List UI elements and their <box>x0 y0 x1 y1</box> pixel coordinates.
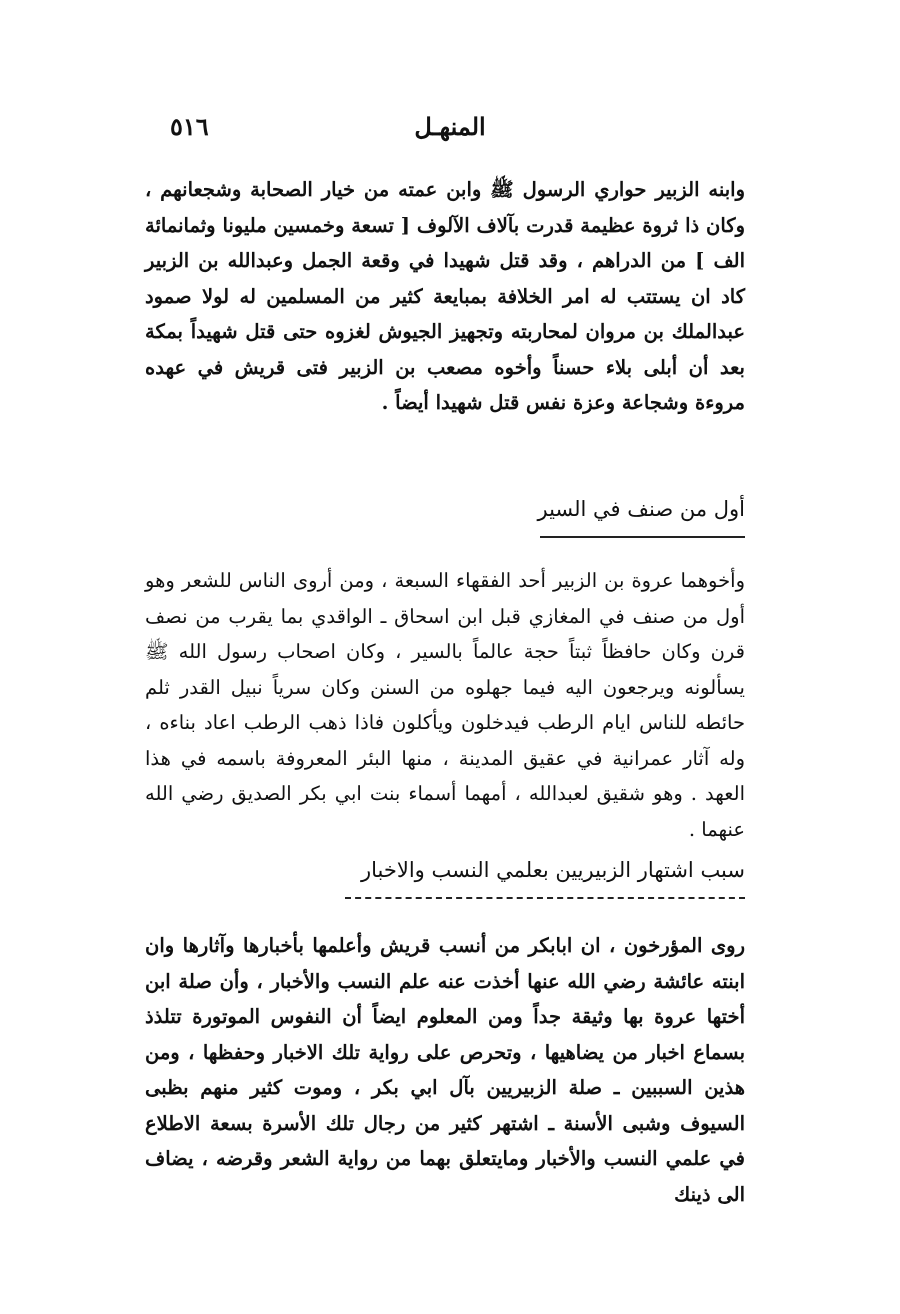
section-heading-zubayrids-fame: سبب اشتهار الزبيريين بعلمي النسب والاخبار <box>361 858 745 882</box>
section-heading-first-author: أول من صنف في السير <box>537 497 745 521</box>
paragraph-historians: روى المؤرخون ، ان ابابكر من أنسب قريش وأعلمها بأخبارها وآثارها وان ابنته عائشة رضي الله عنها أخذت عنه علم النسب والأخبار ، وأن صلة ابن أختها عروة بها وثيقة جداً ومن المعلوم ايضاً أن النفوس الموتورة تتلذذ بسماع اخبار من يضاهيها ، وتحرص على رواية تلك الاخبار وحفظها ، ومن هذين السببين ـ صلة الزبيريين بآل ابي بكر ، وموت كثير منهم بظبى السيوف وشبى الأسنة ـ اشتهر كثير من رجال تلك الأسرة بسعة الاطلاع في علمي النسب والأخبار ومايتعلق بهما من رواية الشعر وقرضه ، يضاف الى ذينك <box>145 934 745 1206</box>
heading-underline <box>540 536 745 538</box>
heading-underline <box>345 897 745 899</box>
page-header <box>150 112 750 152</box>
running-title: المنهـل <box>414 112 486 141</box>
paragraph-intro: وابنه الزبير حواري الرسول ﷺ وابن عمته من خيار الصحابة وشجعانهم ، وكان ذا ثروة عظيمة قدرت بآلاف الآلوف [ تسعة وخمسين مليونا وثمانمائة الف ] من الدراهم ، وقد قتل شهيدا في وقعة الجمل وعبدالله بن الزبير كاد ان يستتب له امر الخلافة بمبايعة كثير من المسلمين له لولا صمود عبدالملك بن مروان لمحاربته وتجهيز الجيوش لغزوه حتى قتل شهيداً بمكة بعد أن أبلى بلاء حسناً وأخوه مصعب بن الزبير فتى قريش في عهده مروءة وشجاعة وعزة نفس قتل شهيدا أيضاً . <box>145 178 745 414</box>
page-number: ٥١٦ <box>170 112 209 141</box>
paragraph-urwa: وأخوهما عروة بن الزبير أحد الفقهاء السبعة ، ومن أروى الناس للشعر وهو أول من صنف في المغازي قبل ابن اسحاق ـ الواقدي بما يقرب من نصف قرن وكان حافظاً ثبتاً حجة عالماً بالسير ، وكان اصحاب رسول الله ﷺ يسألونه ويرجعون اليه فيما جهلوه من السنن وكان سرياً نبيل القدر ثلم حائطه للناس ايام الرطب فيدخلون ويأكلون فاذا ذهب الرطب اعاد بناءه ، وله آثار عمرانية في عقيق المدينة ، منها البئر المعروفة باسمه في هذا العهد . وهو شقيق لعبدالله ، أمهما أسماء بنت ابي بكر الصديق رضي الله عنهما . <box>145 569 745 841</box>
